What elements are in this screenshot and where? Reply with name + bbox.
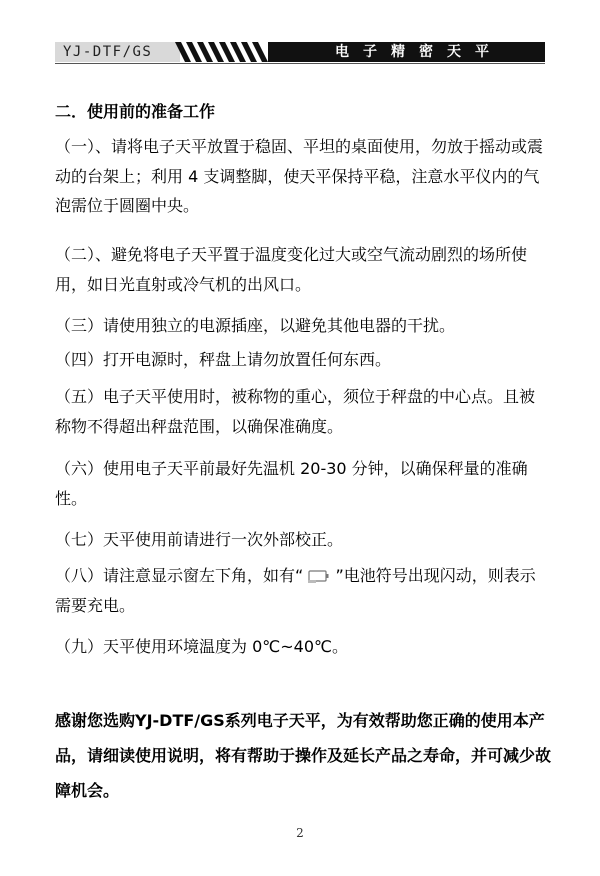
prep-item-2: （二）、避免将电子天平置于温度变化过大或空气流动剧烈的场所使用，如日光直射或冷气机的出风口。 [55,245,528,294]
prep-item-7: （七）天平使用前请进行一次外部校正。 [55,530,344,549]
prep-item-8-before: （八）请注意显示窗左下角，如有“ [55,566,304,585]
section-heading: 二．使用前的准备工作 [55,102,216,121]
page-header [55,42,545,62]
prep-item-8 [55,561,550,620]
header-title: 电子精密天平 [335,44,503,60]
prep-item-5: （五）电子天平使用时，被称物的重心，须位于秤盘的中心点。且被称物不得超出秤盘范围，以确保准确度。 [55,387,536,436]
battery-icon [308,563,330,577]
prep-item-3: （三）请使用独立的电源插座，以避免其他电器的干扰。 [55,316,456,335]
prep-item-6: （六）使用电子天平前最好先温机 20-30 分钟，以确保秤量的准确性。 [55,459,528,508]
header-divider [55,63,545,64]
header-model: YJ-DTF/GS [63,44,153,60]
prep-item-4: （四）打开电源时，秤盘上请勿放置任何东西。 [55,350,392,369]
page-number: 2 [296,826,304,840]
prep-item-9: （九）天平使用环境温度为 0℃~40℃。 [55,637,348,656]
header-stripes-decoration [173,42,269,62]
prep-item-1: （一）、请将电子天平放置于稳固、平坦的桌面使用，勿放于摇动或震动的台架上；利用 4 支调整脚，使天平保持平稳，注意水平仪内的气泡需位于圆圈中央。 [55,137,544,215]
closing-note: 感谢您选购YJ-DTF/GS系列电子天平，为有效帮助您正确的使用本产品，请细读使用说明，将有帮助于操作及延长产品之寿命，并可减少故障机会。 [55,711,552,800]
prep-item-8-after: ”电池符号出现闪动，则表示需要充电。 [55,566,536,615]
